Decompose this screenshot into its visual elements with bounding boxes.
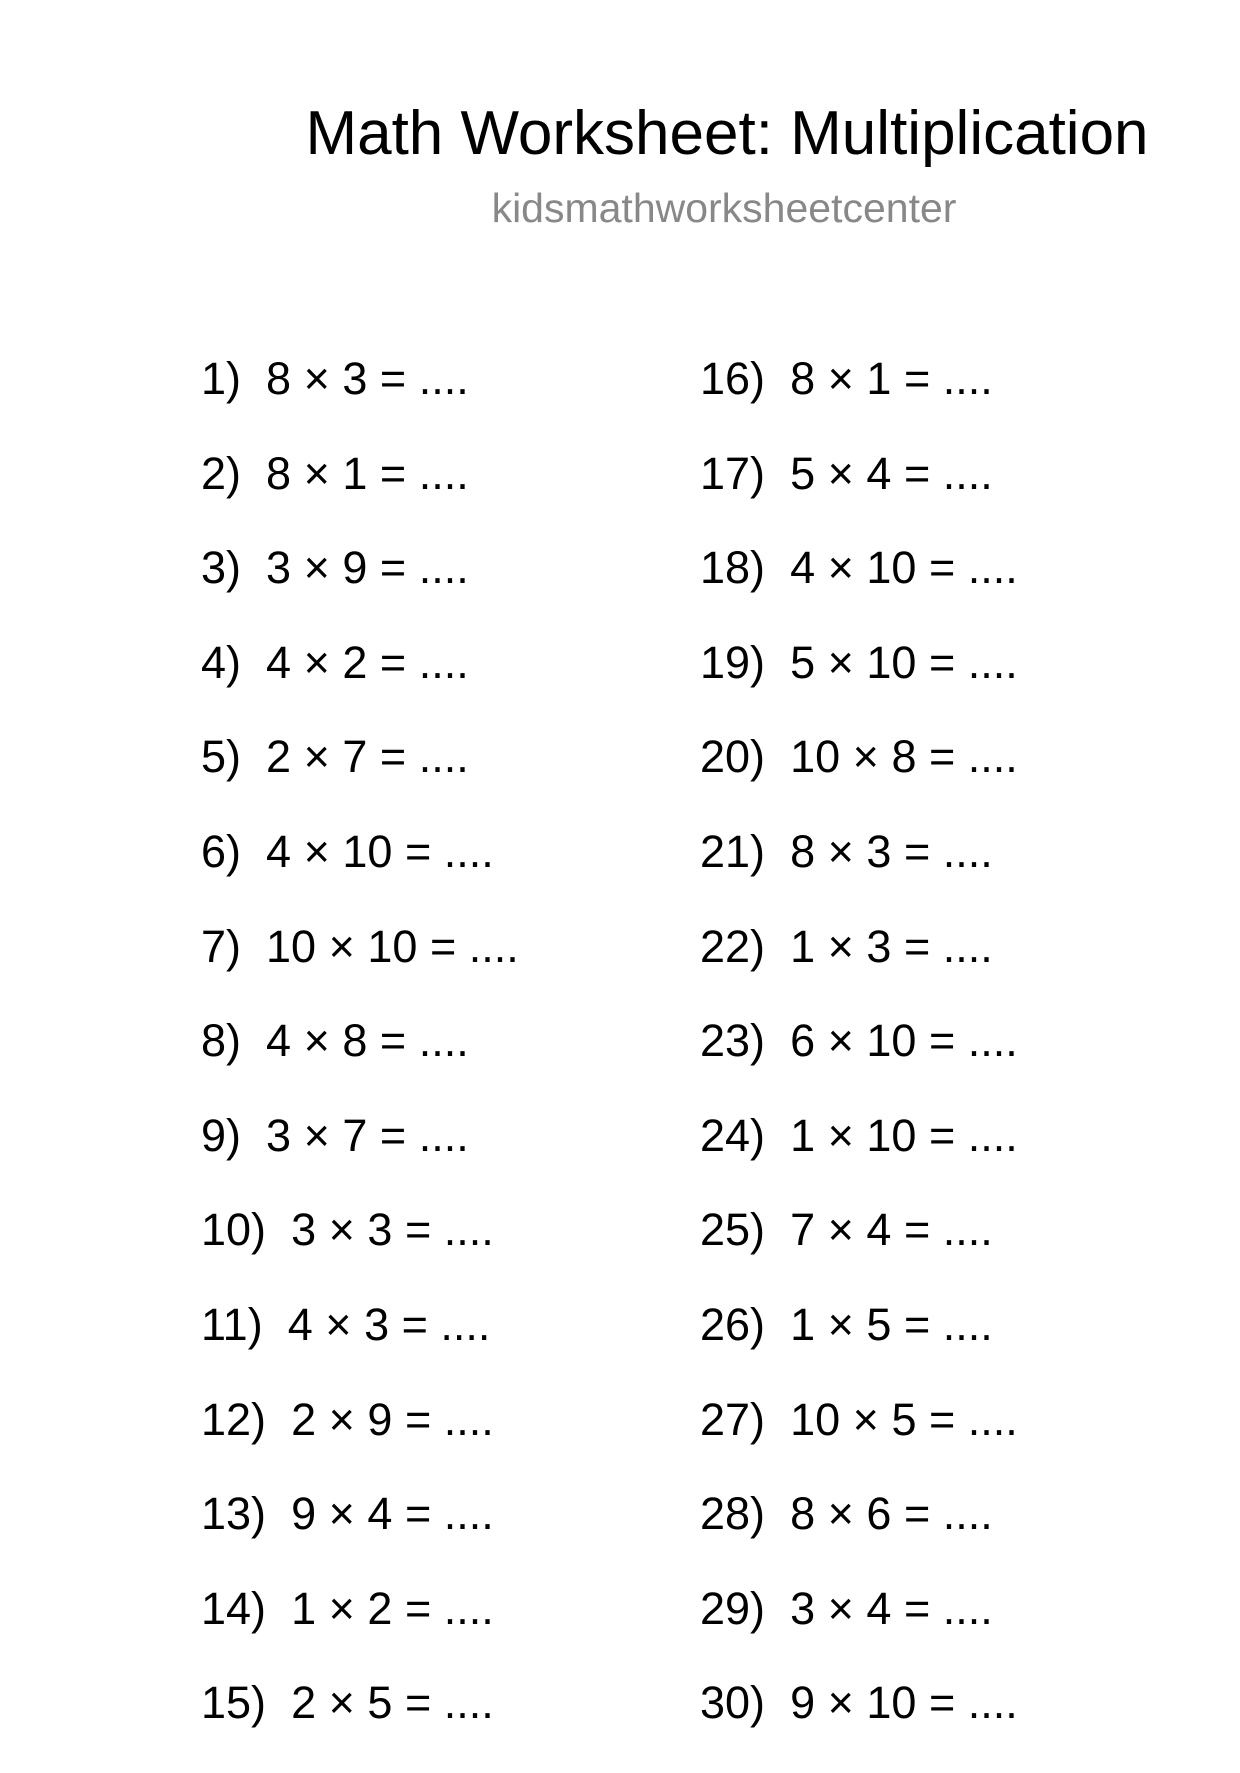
equals-sign: =: [404, 1488, 432, 1540]
operand-a: 6: [790, 1015, 816, 1067]
problem-number: 3): [201, 542, 242, 594]
operand-a: 1: [790, 1109, 816, 1161]
operand-a: 9: [291, 1488, 317, 1540]
times-sign: ×: [328, 920, 355, 972]
operand-b: 3: [367, 1204, 393, 1256]
equals-sign: =: [928, 542, 956, 594]
operand-b: 5: [891, 1393, 917, 1445]
operand-b: 3: [866, 920, 892, 972]
answer-blank: ....: [443, 1677, 494, 1729]
times-sign: ×: [827, 542, 854, 594]
problem-number: 9): [201, 1109, 242, 1161]
problem-item: [700, 1395, 1018, 1490]
problem-item: [700, 1111, 1018, 1206]
problem-item: [700, 732, 1018, 827]
times-sign: ×: [303, 731, 330, 783]
operand-b: 7: [342, 1109, 368, 1161]
problems-column-left: [201, 354, 519, 1773]
operand-a: 7: [790, 1204, 816, 1256]
problem-item: [201, 449, 519, 544]
equals-sign: =: [903, 353, 931, 404]
problem-item: [700, 827, 1018, 922]
equals-sign: =: [379, 731, 407, 783]
problem-number: 16): [700, 353, 766, 404]
operand-b: 9: [367, 1393, 393, 1445]
times-sign: ×: [328, 1677, 355, 1729]
answer-blank: ....: [418, 731, 469, 783]
operand-b: 10: [866, 1109, 917, 1161]
answer-blank: ....: [418, 1015, 469, 1067]
answer-blank: ....: [967, 731, 1018, 783]
operand-a: 4: [266, 636, 292, 688]
problem-number: 14): [201, 1582, 267, 1634]
problem-number: 22): [700, 920, 766, 972]
answer-blank: ....: [443, 1393, 494, 1445]
times-sign: ×: [303, 636, 330, 688]
times-sign: ×: [827, 920, 854, 972]
times-sign: ×: [852, 1393, 879, 1445]
answer-blank: ....: [418, 1109, 469, 1161]
operand-a: 3: [790, 1582, 816, 1634]
equals-sign: =: [903, 920, 931, 972]
times-sign: ×: [328, 1582, 355, 1634]
times-sign: ×: [827, 1204, 854, 1256]
operand-a: 5: [790, 447, 816, 499]
problem-number: 8): [201, 1015, 242, 1067]
operand-a: 2: [266, 731, 292, 783]
times-sign: ×: [325, 1298, 352, 1350]
operand-a: 8: [266, 447, 292, 499]
problem-number: 6): [201, 825, 242, 877]
problem-item: [201, 1678, 519, 1773]
problem-number: 13): [201, 1488, 267, 1540]
problem-number: 7): [201, 920, 242, 972]
problem-number: 25): [700, 1204, 766, 1256]
equals-sign: =: [928, 1677, 956, 1729]
operand-b: 7: [342, 731, 368, 783]
problem-item: [201, 1489, 519, 1584]
operand-b: 10: [866, 1015, 917, 1067]
problem-number: 4): [201, 636, 242, 688]
answer-blank: ....: [967, 1677, 1018, 1729]
times-sign: ×: [852, 731, 879, 783]
problem-item: [700, 1300, 1018, 1395]
problem-item: [201, 827, 519, 922]
operand-a: 4: [266, 825, 292, 877]
times-sign: ×: [827, 1109, 854, 1161]
operand-a: 3: [291, 1204, 317, 1256]
times-sign: ×: [827, 1015, 854, 1067]
operand-b: 4: [367, 1488, 393, 1540]
answer-blank: ....: [942, 1582, 993, 1634]
problem-item: [700, 1205, 1018, 1300]
problem-number: 21): [700, 825, 766, 877]
problem-item: [201, 543, 519, 638]
equals-sign: =: [903, 1582, 931, 1634]
equals-sign: =: [903, 1298, 931, 1350]
problem-number: 29): [700, 1582, 766, 1634]
answer-blank: ....: [418, 447, 469, 499]
equals-sign: =: [379, 636, 407, 688]
times-sign: ×: [827, 447, 854, 499]
times-sign: ×: [303, 353, 330, 404]
equals-sign: =: [379, 1109, 407, 1161]
equals-sign: =: [379, 447, 407, 499]
operand-a: 1: [291, 1582, 317, 1634]
operand-b: 4: [866, 447, 892, 499]
operand-b: 5: [866, 1298, 892, 1350]
equals-sign: =: [404, 825, 432, 877]
times-sign: ×: [328, 1393, 355, 1445]
operand-b: 4: [866, 1204, 892, 1256]
site-name: kidsmathworksheetcenter: [491, 185, 957, 231]
times-sign: ×: [303, 1015, 330, 1067]
operand-a: 5: [790, 636, 816, 688]
problem-number: 2): [201, 447, 242, 499]
times-sign: ×: [827, 1488, 854, 1540]
answer-blank: ....: [967, 542, 1018, 594]
problem-item: [201, 1016, 519, 1111]
operand-b: 1: [342, 447, 368, 499]
problem-number: 20): [700, 731, 766, 783]
equals-sign: =: [379, 1015, 407, 1067]
answer-blank: ....: [942, 1204, 993, 1256]
problem-item: [700, 1678, 1018, 1773]
answer-blank: ....: [967, 1015, 1018, 1067]
operand-b: 10: [367, 920, 418, 972]
equals-sign: =: [404, 1582, 432, 1634]
problem-item: [700, 354, 1018, 449]
answer-blank: ....: [942, 825, 993, 877]
answer-blank: ....: [468, 920, 519, 972]
problem-number: 12): [201, 1393, 267, 1445]
times-sign: ×: [303, 825, 330, 877]
problem-item: [201, 354, 519, 449]
operand-a: 9: [790, 1677, 816, 1729]
operand-b: 3: [866, 825, 892, 877]
problem-item: [201, 1205, 519, 1300]
operand-b: 8: [891, 731, 917, 783]
operand-a: 8: [266, 353, 292, 404]
operand-b: 4: [866, 1582, 892, 1634]
problem-item: [700, 543, 1018, 638]
equals-sign: =: [429, 920, 457, 972]
operand-b: 1: [866, 353, 892, 404]
answer-blank: ....: [440, 1298, 491, 1350]
times-sign: ×: [827, 825, 854, 877]
answer-blank: ....: [443, 825, 494, 877]
problem-number: 17): [700, 447, 766, 499]
operand-b: 10: [866, 542, 917, 594]
times-sign: ×: [303, 447, 330, 499]
answer-blank: ....: [942, 1298, 993, 1350]
equals-sign: =: [928, 636, 956, 688]
operand-a: 1: [790, 920, 816, 972]
answer-blank: ....: [443, 1204, 494, 1256]
problem-number: 27): [700, 1393, 766, 1445]
answer-blank: ....: [967, 1109, 1018, 1161]
operand-b: 2: [367, 1582, 393, 1634]
problems-column-right: [700, 354, 1018, 1773]
answer-blank: ....: [942, 447, 993, 499]
operand-b: 2: [342, 636, 368, 688]
equals-sign: =: [401, 1298, 428, 1350]
problem-number: 26): [700, 1298, 766, 1350]
problem-item: [700, 638, 1018, 733]
problem-number: 18): [700, 542, 766, 594]
operand-b: 3: [342, 353, 368, 404]
equals-sign: =: [404, 1204, 432, 1256]
operand-a: 4: [287, 1298, 313, 1350]
problem-number: 11): [201, 1298, 263, 1350]
equals-sign: =: [928, 731, 956, 783]
times-sign: ×: [827, 1298, 854, 1350]
problem-item: [201, 1300, 519, 1395]
problem-item: [201, 1111, 519, 1206]
equals-sign: =: [928, 1015, 956, 1067]
times-sign: ×: [827, 636, 854, 688]
problem-item: [201, 1395, 519, 1490]
operand-b: 10: [866, 1677, 917, 1729]
operand-b: 6: [866, 1488, 892, 1540]
operand-a: 8: [790, 825, 816, 877]
answer-blank: ....: [942, 353, 993, 404]
answer-blank: ....: [418, 636, 469, 688]
operand-a: 4: [266, 1015, 292, 1067]
operand-a: 3: [266, 1109, 292, 1161]
answer-blank: ....: [942, 1488, 993, 1540]
problem-number: 30): [700, 1677, 766, 1729]
problem-item: [700, 922, 1018, 1017]
problem-item: [201, 922, 519, 1017]
operand-b: 5: [367, 1677, 393, 1729]
answer-blank: ....: [418, 542, 469, 594]
operand-a: 3: [266, 542, 292, 594]
equals-sign: =: [379, 542, 407, 594]
equals-sign: =: [903, 1488, 931, 1540]
problem-item: [201, 732, 519, 827]
equals-sign: =: [903, 447, 931, 499]
problem-number: 24): [700, 1109, 766, 1161]
answer-blank: ....: [418, 353, 469, 404]
problem-number: 5): [201, 731, 242, 783]
times-sign: ×: [328, 1204, 355, 1256]
problem-number: 1): [201, 353, 242, 404]
problem-number: 28): [700, 1488, 766, 1540]
problem-number: 23): [700, 1015, 766, 1067]
operand-b: 10: [342, 825, 393, 877]
operand-b: 3: [364, 1298, 390, 1350]
equals-sign: =: [903, 1204, 931, 1256]
problem-number: 10): [201, 1204, 267, 1256]
operand-a: 10: [790, 731, 841, 783]
problem-item: [700, 1489, 1018, 1584]
operand-b: 8: [342, 1015, 368, 1067]
answer-blank: ....: [443, 1488, 494, 1540]
page-title: Math Worksheet: Multiplication: [305, 99, 1149, 168]
operand-a: 8: [790, 353, 816, 404]
problem-item: [201, 638, 519, 733]
answer-blank: ....: [443, 1582, 494, 1634]
equals-sign: =: [404, 1393, 432, 1445]
problem-number: 19): [700, 636, 766, 688]
operand-a: 10: [790, 1393, 841, 1445]
operand-a: 4: [790, 542, 816, 594]
times-sign: ×: [827, 353, 854, 404]
equals-sign: =: [379, 353, 407, 404]
problem-item: [700, 449, 1018, 544]
times-sign: ×: [328, 1488, 355, 1540]
problem-number: 15): [201, 1677, 267, 1729]
operand-a: 2: [291, 1393, 317, 1445]
operand-b: 9: [342, 542, 368, 594]
times-sign: ×: [303, 542, 330, 594]
operand-a: 8: [790, 1488, 816, 1540]
operand-b: 10: [866, 636, 917, 688]
problem-item: [700, 1584, 1018, 1679]
times-sign: ×: [303, 1109, 330, 1161]
equals-sign: =: [903, 825, 931, 877]
answer-blank: ....: [967, 1393, 1018, 1445]
equals-sign: =: [928, 1109, 956, 1161]
problem-item: [201, 1584, 519, 1679]
operand-a: 10: [266, 920, 317, 972]
times-sign: ×: [827, 1677, 854, 1729]
operand-a: 1: [790, 1298, 816, 1350]
answer-blank: ....: [942, 920, 993, 972]
equals-sign: =: [928, 1393, 956, 1445]
answer-blank: ....: [967, 636, 1018, 688]
times-sign: ×: [827, 1582, 854, 1634]
equals-sign: =: [404, 1677, 432, 1729]
problem-item: [700, 1016, 1018, 1111]
operand-a: 2: [291, 1677, 317, 1729]
